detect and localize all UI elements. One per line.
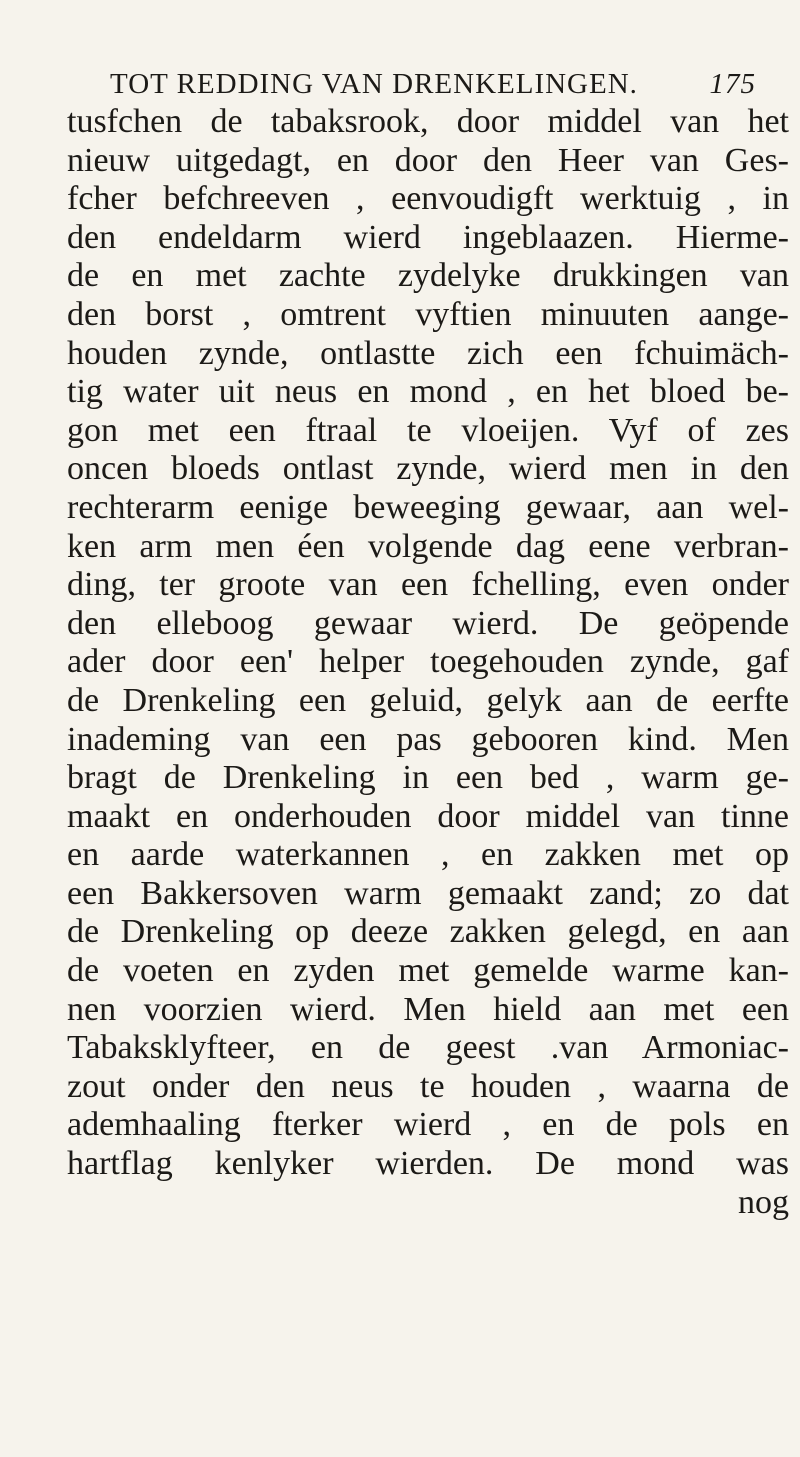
- text-line: ken arm men éen volgende dag eene verbran-: [67, 527, 789, 565]
- running-title: TOT REDDING VAN DRENKELINGEN.: [110, 68, 638, 100]
- text-line: den elleboog gewaar wierd. De geöpende: [67, 604, 789, 642]
- text-line: nen voorzien wierd. Men hield aan met een: [67, 990, 789, 1028]
- text-line: houden zynde, ontlastte zich een fchuimäch-: [67, 334, 789, 372]
- text-line: rechterarm eenige beweeging gewaar, aan wel-: [67, 488, 789, 526]
- text-line: hartflag kenlyker wierden. De mond was: [67, 1145, 789, 1183]
- text-line: zout onder den neus te houden , waarna de: [67, 1067, 789, 1105]
- text-line: nieuw uitgedagt, en door den Heer van Ges-: [67, 141, 789, 179]
- text-line: de voeten en zyden met gemelde warme kan-: [67, 952, 789, 990]
- text-line: en aarde waterkannen , en zakken met op: [67, 836, 789, 874]
- page-number: 175: [709, 68, 756, 100]
- text-line: den borst , omtrent vyftien minuuten aange-: [67, 295, 789, 333]
- text-line: oncen bloeds ontlast zynde, wierd men in den: [67, 450, 789, 488]
- text-line: de Drenkeling op deeze zakken gelegd, en aan: [67, 913, 789, 951]
- text-line: tusfchen de tabaksrook, door middel van het: [67, 103, 789, 140]
- text-line: fcher befchreeven , eenvoudigft werktuig , in: [67, 180, 789, 218]
- text-line: tig water uit neus en mond , en het bloed be-: [67, 373, 789, 411]
- text-line: een Bakkersoven warm gemaakt zand; zo dat: [67, 874, 789, 912]
- text-line: bragt de Drenkeling in een bed , warm ge-: [67, 759, 789, 797]
- text-line: Tabaksklyfteer, en de geest .van Armoniac-: [67, 1029, 789, 1067]
- text-line: gon met een ftraal te vloeijen. Vyf of zes: [67, 411, 789, 449]
- text-line: de en met zachte zydelyke drukkingen van: [67, 257, 789, 295]
- text-line: ader door een' helper toegehouden zynde, gaf: [67, 643, 789, 681]
- text-line: den endeldarm wierd ingeblaazen. Hierme-: [67, 218, 789, 256]
- text-line: maakt en onderhouden door middel van tinne: [67, 797, 789, 835]
- text-line: ademhaaling fterker wierd , en de pols en: [67, 1106, 789, 1144]
- catchword: nog: [738, 1183, 789, 1221]
- body-text: [67, 103, 789, 1222]
- text-line: de Drenkeling een geluid, gelyk aan de eerfte: [67, 681, 789, 719]
- text-line: ding, ter groote van een fchelling, even onder: [67, 566, 789, 604]
- text-line: inademing van een pas gebooren kind. Men: [67, 720, 789, 758]
